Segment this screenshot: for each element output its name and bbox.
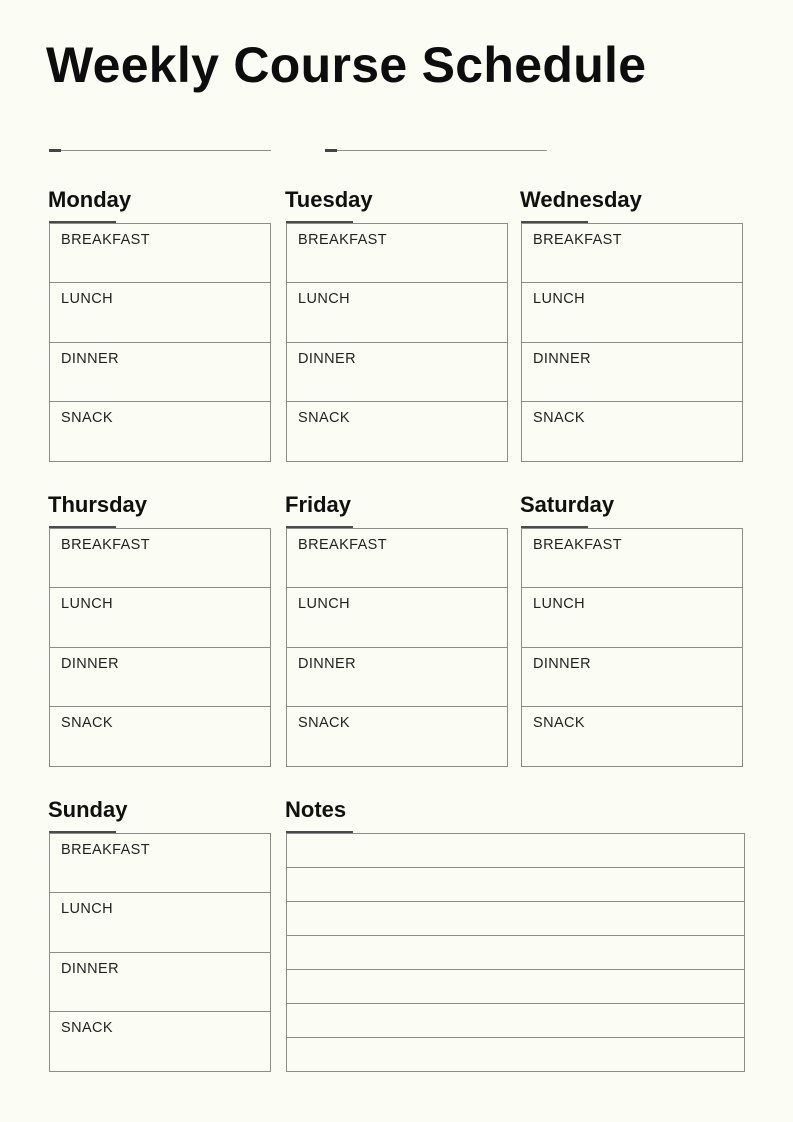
note-line[interactable] xyxy=(287,902,744,936)
meal-row-dinner[interactable]: DINNER xyxy=(50,343,270,402)
day-heading: Sunday xyxy=(48,797,128,822)
note-line[interactable] xyxy=(287,834,744,868)
meal-row-breakfast[interactable]: BREAKFAST xyxy=(50,529,270,588)
meal-row-snack[interactable]: SNACK xyxy=(298,409,350,426)
meal-row-lunch[interactable]: LUNCH xyxy=(50,588,270,647)
blank-line-tick xyxy=(325,149,337,152)
note-line[interactable] xyxy=(287,936,744,970)
notes-box xyxy=(286,833,745,1072)
meal-row-breakfast[interactable]: BREAKFAST xyxy=(287,224,507,283)
meal-box xyxy=(49,528,271,767)
meal-row-lunch[interactable]: LUNCH xyxy=(287,588,507,647)
note-line[interactable] xyxy=(287,868,744,902)
meal-row-dinner[interactable]: DINNER xyxy=(50,648,270,707)
note-line[interactable] xyxy=(287,1004,744,1038)
day-heading: Saturday xyxy=(520,492,615,517)
day-heading: Thursday xyxy=(48,492,148,517)
meal-row-snack[interactable]: SNACK xyxy=(533,409,585,426)
meal-row-breakfast[interactable]: BREAKFAST xyxy=(522,224,742,283)
meal-box xyxy=(49,833,271,1072)
meal-row-snack[interactable]: SNACK xyxy=(533,714,585,731)
meal-row-lunch[interactable]: LUNCH xyxy=(287,283,507,342)
meal-row-breakfast[interactable]: BREAKFAST xyxy=(50,224,270,283)
meal-row-breakfast[interactable]: BREAKFAST xyxy=(50,834,270,893)
blank-line-2[interactable] xyxy=(325,150,547,151)
day-heading: Wednesday xyxy=(520,187,642,212)
meal-row-snack[interactable]: SNACK xyxy=(61,1019,113,1036)
meal-row-lunch[interactable]: LUNCH xyxy=(522,283,742,342)
day-heading: Friday xyxy=(285,492,352,517)
meal-row-lunch[interactable]: LUNCH xyxy=(522,588,742,647)
meal-row-dinner[interactable]: DINNER xyxy=(287,343,507,402)
note-line[interactable] xyxy=(287,970,744,1004)
meal-row-dinner[interactable]: DINNER xyxy=(50,953,270,1012)
notes-heading: Notes xyxy=(285,797,347,822)
page-title: Weekly Course Schedule xyxy=(46,37,647,93)
meal-row-dinner[interactable]: DINNER xyxy=(522,343,742,402)
meal-box xyxy=(286,223,508,462)
meal-row-lunch[interactable]: LUNCH xyxy=(50,893,270,952)
meal-row-snack[interactable]: SNACK xyxy=(298,714,350,731)
meal-row-dinner[interactable]: DINNER xyxy=(522,648,742,707)
meal-box xyxy=(521,528,743,767)
day-heading: Tuesday xyxy=(285,187,373,212)
meal-row-dinner[interactable]: DINNER xyxy=(287,648,507,707)
note-line[interactable] xyxy=(287,1038,744,1071)
meal-row-breakfast[interactable]: BREAKFAST xyxy=(522,529,742,588)
meal-row-snack[interactable]: SNACK xyxy=(61,714,113,731)
meal-row-breakfast[interactable]: BREAKFAST xyxy=(287,529,507,588)
meal-row-snack[interactable]: SNACK xyxy=(61,409,113,426)
meal-box xyxy=(286,528,508,767)
meal-box xyxy=(521,223,743,462)
blank-line-1[interactable] xyxy=(49,150,271,151)
meal-row-lunch[interactable]: LUNCH xyxy=(50,283,270,342)
blank-line-tick xyxy=(49,149,61,152)
meal-box xyxy=(49,223,271,462)
day-heading: Monday xyxy=(48,187,132,212)
